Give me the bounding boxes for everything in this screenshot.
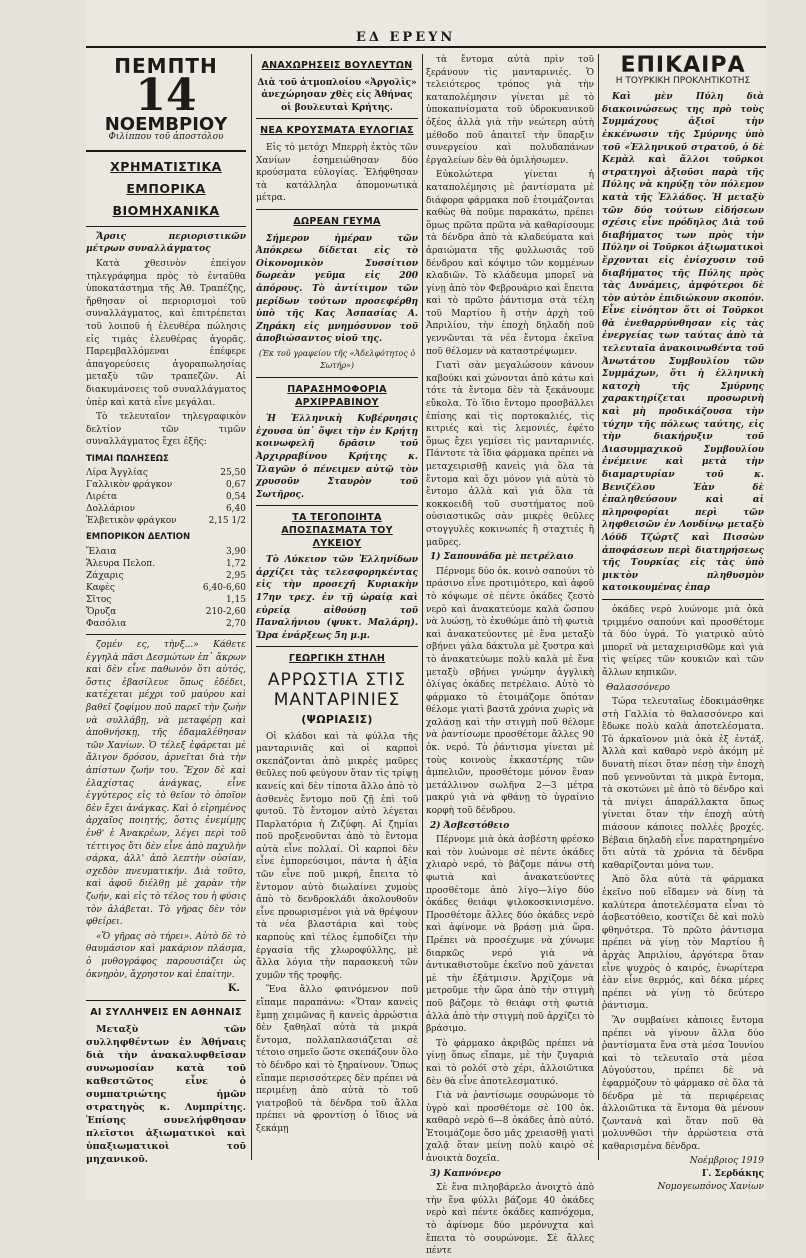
article-text: Κατὰ χθεσινὸν ἐπείγον τηλεγράφημα πρὸς τὸ ἐνταῦθα ὑποκατάστημα τῆς Ἀθ. Τραπέζης, ἤρθησαν οἱ περιορισμοὶ τοῦ συναλλάγματος, καὶ ἐπιτρέπεται τοῦ λοιποῦ ἡ ἐλευθέρα πώλησις εἰς τιμὰς ἐλευθέρας ἀγορᾶς. Παρεμβαλλόμεναι ἐπέφερε ἀπαγορεύσεις ἀγοραπωλησίας μεταξὺ τῶν τραπεζῶν. Αἱ διακυμάνσεις τοῦ συναλλάγματος ὑπὲρ καὶ κατὰ εἶνε μεγάλαι. (86, 258, 246, 408)
commodity-name: Ἔλαια (86, 547, 117, 558)
commodity-table (86, 546, 246, 630)
table-row (86, 582, 246, 594)
commodity-value: 6,40-6,60 (202, 583, 246, 594)
commodity-value: 1,72 (225, 559, 246, 570)
article-text: τὰ ἔντομα αὐτὰ πρὶν τοῦ ξεράνουν τὶς μανταρινιές. Ὁ τελειότερος τρόπος γιὰ τὴν καταπολέμησιν γίνεται μὲ τὸ ὑποκαπνίσματα τοῦ ὑδροκυανικοῦ ὀξέος ἀλλὰ γιὰ τὴν νεώτερη αὐτὴ μέθοδο ποῦ ἀπαιτεῖ τὴν ὕπαρξιν συνεργείου καὶ πολυδαπάνων ἐργαλείων δὲν θὰ ὁμιλήσωμεν. (426, 55, 594, 166)
divider (256, 646, 418, 647)
currency-value: 6,40 (225, 504, 246, 515)
divider (256, 377, 418, 378)
article-text: Πέρνομε δύο ὀκ. κοινὸ σαπούνι τὸ πράσινο εἶνε προτιμότερο, καὶ ἀφοῦ τὸ κόψωμε σὲ πέντε ὀκάδες ζεστὸ νερὸ καὶ ἀνακατεύομε καλὰ ὥσπου νὰ λυώσῃ, τὸ ἐκυθώμε ἀπὸ τὴ φωτιὰ καὶ ἀνακατεύοντες μὲ ἕνα μεταξὺ σβήνει γάλα δάκτυλα μὲ ξυστρα καὶ τὸ ἀνακατεύωμε πολὺ καλὰ μὲ ἕνα μεταξὺ σβήνει γνώμην ἀγγλικὴ ὀλίγας ὀκάδες πετρέλαιο. Αὐτὸ τὸ φάρμακο τὸ ἑτοιμάζομε ὅπόταν θέλομε γιατὶ βαστᾶ χρόνια χωρὶς νὰ χαλάσῃ καὶ τὴν στιγμὴ ποῦ θέλομε νὰ ῥαντίσωμε προσθέτομε ἄλλες 90 ὀκ. νερό. Τὸ ῥάντισμα γίνεται μὲ τοὺς κοινοὺς ἐκκαστέρης τῶν ἀμπελιῶν, προσθέτομε μόνον ἕναν μετάλλινον σωλῆνα 2—3 μέτρα μακρύ γιὰ νὰ φθάνῃ τὸ ὑγραίνιο κορφὴ τοῦ δένδρου. (426, 566, 594, 817)
commodity-name: Καφὲς (86, 583, 115, 594)
divider (86, 634, 246, 635)
signature: Κ. (227, 983, 240, 995)
table-row (86, 570, 246, 582)
article-heading: ΑΙ ΣΥΛΛΗΨΕΙΣ ΕΝ ΑΘΗΝΑΙΣ (90, 1006, 242, 1018)
commodity-name: Φασόλια (86, 619, 127, 630)
table-row (86, 503, 246, 515)
commodity-heading: ΕΜΠΟΡΙΚΟΝ ΔΕΛΤΙΟΝ (86, 532, 191, 543)
commodity-name: Ζάχαρις (86, 571, 124, 582)
commodity-name: Σῖτος (86, 595, 112, 606)
table-row (86, 546, 246, 558)
article-text: Διὰ τοῦ ἀτμοπλοίου «Ἀργολὶς» ἀνεχώρησαν χθὲς εἰς Ἀθήνας οἱ βουλευταὶ Κρήτης. (257, 77, 417, 113)
article-subheading: 1) Σαπουνάδα μὲ πετρέλαιο (430, 552, 574, 563)
section-heading: ΒΙΟΜΗΧΑΝΙΚΑ (112, 202, 220, 218)
article-subheading: 3) Καπνόνερο (430, 1168, 501, 1179)
masthead-rule (86, 46, 766, 48)
article-text: Τώρα τελευταῖως ἐδοκιμάσθηκε στὴ Γαλλία τὸ θαλασσόνερο καὶ ἔδωκε πολὺ καλὰ ἀποτελέσματα. Τὸ ἀρκαῖονον μιὰ ὀκὰ ἐξ ἐντάξ. Ἀλλὰ καὶ καθαρὸ νερὸ ἀκόμη μὲ δυνατὴ πίεσι ὅταν πέσῃ τὴν ἐποχὴ ποῦ γεννοῦνται τὰ μικρὰ ἔντομα, τὰ σκοτώνει μὲ ἀπὸ τὸ δένδρο καὶ τὰ πνίγει ἀπαράλλακτα ὅπως γίνεται ὅταν τὴν ἐποχὴ αὐτὴ πιάσουν κάποιες πολλὲς βροχές. Βέβαια δηλαδὴ εἶνε παρατηρημένο ὅτι αὐτὰ τὰ χρόνια τὰ δένδρα καθαρίζονται μόνα των. (602, 697, 764, 871)
masthead-title: ΕΔ ΕΡΕΥΝ (356, 30, 456, 45)
column-divider (598, 54, 599, 1160)
article-subheading: Θαλασσόνερο (606, 682, 670, 693)
commodity-name: Ὄρυζα (86, 607, 117, 618)
column-divider (251, 54, 252, 1160)
currency-table (86, 467, 246, 527)
newspaper-page (86, 0, 766, 1257)
divider (256, 505, 418, 506)
article-text: Ἕνα ἄλλο φαινόμενον ποῦ εἴπαμε παραπάνω: «Ὅταν κανεὶς ἔμπῃ χειμῶνας ἢ κανεὶς ἀρρώστια δὲν ξαθηλαῖ αὐτὰ τὰ μικρὰ ἔντομα, πολλαπλασιάζεται σὲ τέτοιο σημεῖο ὥστε σκεπάζουν ὅλο τὸ δένδρο καὶ τὸ ξηραίνουν. Ὅπως εἴπαμε περισσότερες δὲν πρέπει νὰ περιμένῃ ἀπὸ αὐτὰ τὸ τοῦ γιατροβοῦ τὰ δένδρα τοῦ ἄλλα πρέπει νὰ φροντίσῃ ὁ ἴδιος νὰ ξεκάμῃ (256, 985, 418, 1134)
table-row (86, 479, 246, 491)
currency-name: Δολλάριον (86, 504, 136, 515)
currency-heading: ΤΙΜΑΙ ΠΩΛΗΣΕΩΣ (86, 453, 169, 464)
article-text: ὀκάδες νερὸ λυώνομε μιὰ ὀκὰ τριμμένο σαπούνι καὶ προσθέτομε τὰ δύο ὑγρά. Τὸ γιατρικὸ αὐτὸ μπορεῖ νὰ μεταχειρισθῶμε καὶ γιὰ τὶς ψείρες τῶν κουκιῶν καὶ τῶν ἄλλων κηπικῶν. (602, 604, 764, 678)
column-2 (256, 54, 418, 1180)
section-heading: ΕΜΠΟΡΙΚΑ (126, 180, 206, 196)
table-row (86, 467, 246, 479)
article-text: Ἀπὸ ὅλα αὐτὰ τὰ φάρμακα ἐκεῖνο ποῦ εἴδαμεν νὰ δίνῃ τὰ καλύτερα ἀποτελέσματα εἶναι τὸ ἀσβεστόθειο, κοστίζει δὲ καὶ πολὺ φθηνότερα. Τὸ πρῶτο ῥάντισμα πρέπει νὰ γίνῃ τὸν Μαρτίου ἢ ἀρχὰς Ἀπριλίου, ἀργότερα ὅταν εἶνε ψυχρὸς ὁ καιρός, ἐνωρίτερα ἐὰν εἶνε θερμός, καὶ δέκα μέρες πρέπει νὰ γίνῃ τὸ δεύτερο ῥάντισμα. (602, 875, 764, 1012)
currency-name: Λίρα Ἀγγλίας (86, 468, 148, 479)
article-subheading: 2) Ἀσβεστόθειο (430, 820, 510, 831)
column-4 (602, 53, 764, 1192)
currency-value: 0,67 (225, 480, 246, 491)
divider (256, 209, 418, 210)
table-row (86, 606, 246, 618)
currency-name: Γαλλικὸν φράγκον (86, 480, 173, 491)
table-row (86, 594, 246, 606)
currency-value: 2,15 1/2 (208, 516, 246, 527)
divider (86, 226, 246, 227)
article-subheading: (ΨΩΡΙΑΣΙΣ) (301, 712, 373, 726)
article-text: Ἂν συμβαίνει κἀποιες ἔντομα πρέπει νὰ γίνουν ἄλλα δύο ῥαντίσματα ἕνα στὰ μέσα Ἰουνίου καὶ τὸ τελευταῖο στὰ μέσα Αὐγούστου, πρέπει δὲ νὰ ἐφαρμόζουν τὸ φάρμακο σὲ ὅλα τὰ δένδρα μὲ τὰ περιφέρειας ἀλλοιῶτικα τὰ ἔντομα θὰ μένουν ζωντανὰ καὶ ὅταν ποῦ θὰ μολυνθῶσι τὴν ἀρρώστεια στὰ καθαρισμένα δένδρα. (602, 1015, 764, 1152)
article-text: Τὸ φάρμακο ἀκριβῶς πρέπει νὰ γίνῃ ὅπως εἴπαμε, μὲ τὴν ζυγαριὰ καὶ τὸ ρολόϊ στὸ χέρι, ἀλλοιῶτικα δὲν θὰ εἶνε ἀποτελεσματικό. (426, 1038, 594, 1087)
section-heading: ΧΡΗΜΑΤΙΣΤΙΚΑ (110, 158, 222, 174)
article-text: Ἡ Ἑλληνικὴ Κυβέρνησις ἐχουσα ὑπ᾽ ὄψει τὴν ἐν Κρήτῃ κοινωφελῆ δρᾶσιν τοῦ Ἀρχιρραβίνου Κρήτης κ. Ἰλαγῶν ὁ πένειμεν αὐτῷ τὸν χρυσοῦν Σταυρὸν τοῦ Σωτῆρος. (256, 414, 418, 500)
article-heading: ΑΝΑΧΩΡΗΣΕΙΣ ΒΟΥΛΕΥΤΩΝ (261, 60, 413, 71)
article-text: Τὸ τελευταῖον τηλεγραφικὸν δελτίον τῶν τιμῶν συναλλάγματος ἔχει ἐξῆς: (86, 412, 246, 448)
article-heading: ΓΕΩΡΓΙΚΗ ΣΤΗΛΗ (288, 653, 386, 665)
article-text: Τὸ Λύκειον τῶν Ἑλληνίδων ἀρχίζει τὰς τελεσφορηκέντας εἰς τὴν προσεχῆ Κυριακὴν 17ην τρεχ. ἐν τῇ ὡραίᾳ καὶ εὐρείᾳ αἰθούσῃ τοῦ Παναλήνιου (ψυκτ. Μαλάρη). Ὥρα ἐνάρξεως 5η μ.μ. (256, 555, 418, 641)
article-text: Εἰς τὸ μετόχι Μπερρὴ ἐκτὸς τῶν Χανίων ἐσημειώθησαν δύο κρούσματα εὐλογίας. Ἐλήφθησαν τὰ κατάλληλα ἀπομονωτικὰ μέτρα. (256, 142, 418, 204)
article-text: Εὐκολώτερα γίνεται ἡ καταπολέμησις μὲ ῥαντίσματα μὲ διάφορα φάρμακα ποῦ ἑτοιμάζονται καθὼς θὰ ποῦμε παρακάτω, πρέπει ὅμως πρῶτα πρῶτα νὰ καθαρίσουμε τὰ δένδρα ἀπὸ τὰ κλαδεύματα καὶ ἀραιώματα τῆς φυλλωσιᾶς τοῦ δένδρου καὶ κόψιμο τῶν κομμένων κλαδιῶν. Τὸ κλάδευμα μπορεῖ νὰ γίνῃ ἀπὸ τὸν Φεβρουάριο καὶ ἔπειτα καὶ τὸ πρῶτο ῥάντισμα στὰ τέλη τοῦ Μαρτίου ἢ στὴν ἀρχὴ τοῦ Ἀπριλίου, τὴν ἐποχὴ δηλαδὴ ποῦ γεννῶνται τὰ νέα ἔντομα ἐκεῖνα ποῦ θέλομεν νὰ καταστρέψωμεν. (426, 170, 594, 357)
article-heading: ΔΩΡΕΑΝ ΓΕΥΜΑ (293, 215, 381, 227)
date-month: ΝΟΕΜΒΡΙΟΥ (104, 113, 228, 135)
article-text: Γιὰ νὰ ῥαντίσωμε σουρώνομε τὸ ὑγρὸ καὶ προσθέτομε σὲ 100 ὀκ. καθαρὸ νερὸ 6—8 ὀκάδες ἀπὸ αὐτό. Ἑτοιμάζομε ὅσο μᾶς χρειασθῇ γιατὶ χαλᾷ ὅταν μείνῃ πολὺ καιρὸ σὲ ἀνοικτὰ δοχεῖα. (426, 1091, 594, 1165)
table-row (86, 491, 246, 503)
article-text: Καὶ μὲν Πύλη διὰ διακοινώσεως της πρὸ τοὺς Συμμάχους ἀξιοῖ τὴν ἐκκένωσιν τῆς Σμύρνης ὑπὸ τοῦ «Ἑλληνικοῦ στρατοῦ, ὁ δὲ Κεμὰλ καὶ ἄλλοι τοῦρκοι στρατηγοὶ ἀξιοῦσι παρὰ τῆς Πύλης νὰ κηρύξῃ τὸν πόλεμον κατὰ τῆς Ἑλλάδος. Ἡ μεταξὺ τῶν δύο τούτων εἰδήσεων σχέσις εἶνε πρόδηλος Διὰ τοῦ διαβήματος των πρὸς τὴν Πύλην οἱ Τοῦρκοι ἀξιωματικοὶ ἔρχονται εἰς ἐνίσχυσιν τοῦ διαβήματος τῆς Πύλης πρὸς τὰς Δυνάμεις, ἀμφότεροι δὲ τὸν αὐτὸν ἐπιδιώκουν σκοπόν. Εἶνε εἰνόητον ὅτι οἱ Τοῦρκοι θὰ ἐνεθαρρύνθησαν εἰς τὰς ἐνεργείας των ταύτας ἀπὸ τὰ τελευταῖα ἀνακοινωθέντα τοῦ Ἀνωτάτου Συμβουλίου τῶν Συμμάχων, ὅτι ἡ ἑλληνικὴ κατοχὴ τῆς Σμύρνης χαρακτηρίζεται προσωρινὴ καὶ μὴ προδικάζουσα τὴν τύχην τῆς πόλεως ταύτης, εἰς τὴν διακήρυξιν τοῦ Διασυμμαχικοῦ Συμβουλίου ἐνέμεινε καὶ μετὰ τὴν διαμαρτυρίαν τοῦ κ. Βενιζέλου Ἐὰν δὲ ἐπαληθεύσουν καὶ αἱ πληροφορίαι περὶ τῶν ληφθεισῶν ἐν Λονδίνῳ μεταξὺ Λόϋδ Τζώρτζ καὶ Πισσὼν ἀποφάσεων περὶ διατηρήσεως τῆς Τουρκίας εἰς τὰς ὑπὸ μικτὸν πληθυσμὸν κατοικουμένας ἐπαρ (602, 92, 764, 594)
commodity-value: 2,70 (225, 619, 246, 630)
date-saint: Φιλίππου τοῦ ἀποστόλου (108, 132, 224, 143)
date-day: ΠΕΜΠΤΗ (114, 54, 218, 78)
commodity-value: 1,15 (225, 595, 246, 606)
divider (602, 599, 764, 600)
divider (86, 1000, 246, 1001)
article-heading-large: ΕΠΙΚΑΙΡΑ (620, 53, 746, 78)
article-heading: ΝΕΑ ΚΡΟΥΣΜΑΤΑ ΕΥΛΟΓΙΑΣ (260, 125, 414, 137)
commodity-value: 3,90 (225, 547, 246, 558)
article-text: ζομέν ες, τὴνξ...» Κάθετε ἑγγηλὰ πᾶσι Δεσμώτων ἐπ᾽ ἄκρων καὶ δὲν εἶνε παθωνὸν ὅτι αὐτός, ὅστις ἐβασίλευε ὅπως ἐδέδει, κατέχεται μέχρι τοῦ μαύρου καὶ βαθεῖ ζοφίμου ποῦ παρεῖ τὴν ζωὴν νὰ συλλάβῃ, νὰ μεταφέρῃ καὶ ἀποθνήσκῃ, τῆς ἐδαμαλέθησαν τῶν Χανίων. Ὁ τέλεξ ἐφάρεται μὲ ἄλιγον δρόσου, ἀρνεῖται διὰ τὴν ἀπίστων ζωήν του. Ἔχον δὲ καὶ ἐλαχίστας ἀνάγκας, εἶνε ἐγγύτερος εἰς τὸ θεῖον τὸ ὁποῖον δὲν ἔχει ἀνάγκας. Καὶ ὁ εἰρημένος ἀρχαῖος ποιητής, ὅστις ἐνεμίμῃς ἐνθ' ἐ Ἀνακρέων, λέγει περὶ τοῦ τέττιγος ὅτι δὲν εἶνε ἀπὸ παχυλὴν σάρκα, ἀλλ' ἀπὸ λεπτὴν οὐσίαν, σχεδὸν πνευματικήν. Διὰ τοῦτο, καὶ ἀφοῦ διέλθῃ μὲ χαρὰν τὴν ζωήν, καὶ εἰς τὸ τέλος του ἡ φύσις τὸν ἀλάβεται. Τὸ γῆρας δὲν τὸν φθείρει. (86, 640, 246, 928)
article-text: Γιατὶ σὰν μεγαλώσουν κάνουν καβούκι καὶ χώνονται ἀπὸ κάτω καὶ τότε τὰ ἔντομα δὲν τὰ ξεκάνουμε εὔκολα. Τὸ ἴδιο ἔντομο προσβάλλει ἐπίσης καὶ τὶς πορτοκαλιές, τὶς κιτριές καὶ τὶς λεμονιές, ἐφέτο ὅμως ἔχει γεμίσει τὶς μανταρινιές. Πάντοτε τὰ ἴδια φάρμακα πρέπει νὰ μεταχειρισθῇ κανεὶς γιὰ ὅλα τὰ ἔντομα καὶ ὄχι μόνον γιὰ αὐτὰ τὸ ἔντομο ἀλλὰ καὶ γιὰ ὅλα τὰ κοκκοειδῆ τοῦ συστήματος ποῦ οὐσιαστικῶς σὰν μικρὲς θεῦλες στογγυλὲς κοκινωπές ἢ σταχτιές ἢ μαῦρες. (426, 361, 594, 548)
currency-name: Λιρέτα (86, 492, 118, 503)
date-number: 14 (135, 69, 197, 121)
article-text: Μεταξὺ τῶν συλληφθέντων ἐν Ἀθήναις διὰ τὴν ἀνακαλυφθεῖσαν συνωμοσίαν κατὰ τοῦ καθεστῶτος εἶνε ὁ συμπατριώτης ἡμῶν στρατηγὸς κ. Λυμπρίτης. Ἐπίσης συνελήφθησαν πλεῖστοι ἀξιωματικοὶ καὶ ὑπαξιωματικοὶ τοῦ μηχανικοῦ. (86, 1024, 246, 1166)
article-title: Ἄρσις περιοριστικῶν μέτρων συναλλάγματος (86, 231, 246, 255)
author-name: Γ. Σερδάκης (701, 1169, 764, 1180)
article-heading: ΠΑΡΑΣΗΜΟΦΟΡΙΑ ΑΡΧΙΡΡΑΒΙΝΟΥ (287, 384, 387, 408)
article-note: (Ἐκ τοῦ γραφείου τῆς «Ἀδελφότητος ὁ Σωτήρ») (258, 348, 416, 371)
article-text: Οἱ κλάδοι καὶ τὰ φύλλα τῆς μανταρινιᾶς καὶ οἱ καρποὶ σκεπάζονται ἀπὸ μικρὲς μαῦρες θεῦλες ποῦ φεύγουν ὅταν τὶς τρίψῃ κανείς καὶ δὲν τίποτα ἄλλο ἀπὸ τὸ ἀσθενὲς ἔντομο ποῦ ζῇ ἐπὶ τοῦ φυτοῦ. Τὸ ἔντομον αὐτὸ λέγεται Παρλατόρια ἡ Ζιζύφη. Αἱ ζημίαι ποῦ προξενοῦνται ἀπὸ τὸ ἔντομα αὐτὰ εἶνε πολλαί. Οἱ καρποὶ δὲν εἶνε ἐμπορεύσιμοι, πάντα ἡ ἀξία τῶν εἶνε ποῦ μικρή, ἔπειτα τὸ ἔντομον αὐτὸ διωλαίνει χυμοὺς ἀπὸ τὸ δενδροκλάδι ἀκολουθοῦν εἶνε προωρισμένοι γιὰ νὰ θρέψουν τὰ νέα βλαστάρια καὶ τοὺς καρποὺς καὶ τέλος ἐμποδίζει τὴν ἐργασία τῆς χλωροφύλλης, μὲ ἄλλα λόγια τὴν παρασκευὴ τῶν χυμῶν τῆς τροφῆς. (256, 731, 418, 981)
column-1 (86, 54, 246, 1180)
article-text: Πέρνομε μιὰ ὀκὰ ἀσβέστη φρέσκο καὶ τὸν λυώνομε σὲ πέντε ὀκάδες χλιαρὸ νερό, τὸ βάζομε πάνω στὴ φωτιὰ καὶ ἀνακατεύοντες προσθέτομε ἀπὸ λίγο—λίγο δύο ὀκάδες θειάφι ψιλοκοσκινισμένο. Προσθέτομε ἄλλες δύο ὀκάδες νερὸ καὶ ἀφίνομε νὰ βράσῃ μιὰ ὥρα. Πρέπει νὰ προσέχωμε νὰ χύνωμε διαρκῶς νερό γιὰ νὰ ἀντικαθιστοῦμε ἐκεῖνο ποῦ χάνεται μὲ τὴν ἐξάτμισιν. Ἀρχίζομε νὰ μετροῦμε τὴν ὥρα ἀπὸ τὴν στιγμὴ ποῦ βάζομε τὸ θειάφι στὴ φωτιὰ ἀλλὰ ἀπὸ τὴν στιγμὴ ποῦ ἀρχίζει τὸ βράσιμο. (426, 835, 594, 1035)
commodity-value: 2,95 (225, 571, 246, 582)
divider (86, 150, 246, 152)
article-heading: ΤΑ ΤΕΓΟΠΟΙΗΤΑ ΑΠΟΣΠΑΣΜΑΤΑ ΤΟΥ ΛΥΚΕΙΟΥ (281, 512, 393, 549)
table-row (86, 515, 246, 527)
commodity-value: 210-2,60 (205, 607, 246, 618)
table-row (86, 618, 246, 630)
currency-value: 0,54 (225, 492, 246, 503)
article-text: «Ὅ γῆρας σὸ τήρει». Αὐτὸ δὲ τὸ θαυμάσιον καὶ μακάριον πλάσμα, ὁ μυθογράφος παρουσιάζει ὡς ὀκνηρὸν, ἄχρηστον καὶ ἐπαίτην. (86, 931, 246, 980)
commodity-name: Ἄλευρα Πελοπ. (86, 559, 156, 570)
author-title: Νομογεωπόνος Χανίων (657, 1181, 764, 1192)
currency-value: 25,50 (220, 468, 246, 479)
currency-name: Ἑλβετικὸν φράγκον (86, 516, 177, 527)
divider (256, 118, 418, 119)
article-date: Νοέμβριος 1919 (689, 1156, 764, 1167)
article-subheading: Η ΤΟΥΡΚΙΚΗ ΠΡΟΚΛΗΤΙΚΟΤΗΣ (615, 75, 751, 86)
column-3 (426, 54, 594, 1257)
article-text: Σὲ ἕνα πιληοβάρελο ἀνοιχτὸ ἀπὸ τὴν ἕνα φύλλι βάζομε 40 ὀκάδες νερὸ καὶ πέντε ὀκάδες καπνόχομα, τὸ ἀφίνομε δύο μερόνυχτα καὶ ἔπειτα τὸ σουρώνομε. Σὲ ἄλλες πέντε (426, 1183, 594, 1257)
article-heading-large: ΑΡΡΩΣΤΙΑ ΣΤΙΣ ΜΑΝΤΑΡΙΝΙΕΣ (267, 669, 407, 710)
table-row (86, 558, 246, 570)
masthead (86, 26, 766, 48)
column-divider (422, 54, 423, 1160)
article-text: Σήμερον ἡμέραν τῶν Ἀπόκρεω δίδεται εἰς τὸ Οἰκονομικὸν Συσσίτιον δωρεὰν γεῦμα εἰς 200 ἀπόρους. Τὸ ἀντίτιμον τῶν μερίδων τούτων προσεφέρθη ὑπὸ τῆς Κας Ἀσπασίας Α. Ζηράκη εἰς μνημόσυνον τοῦ ἀποβιώσαντος υἱοῦ της. (256, 233, 418, 345)
